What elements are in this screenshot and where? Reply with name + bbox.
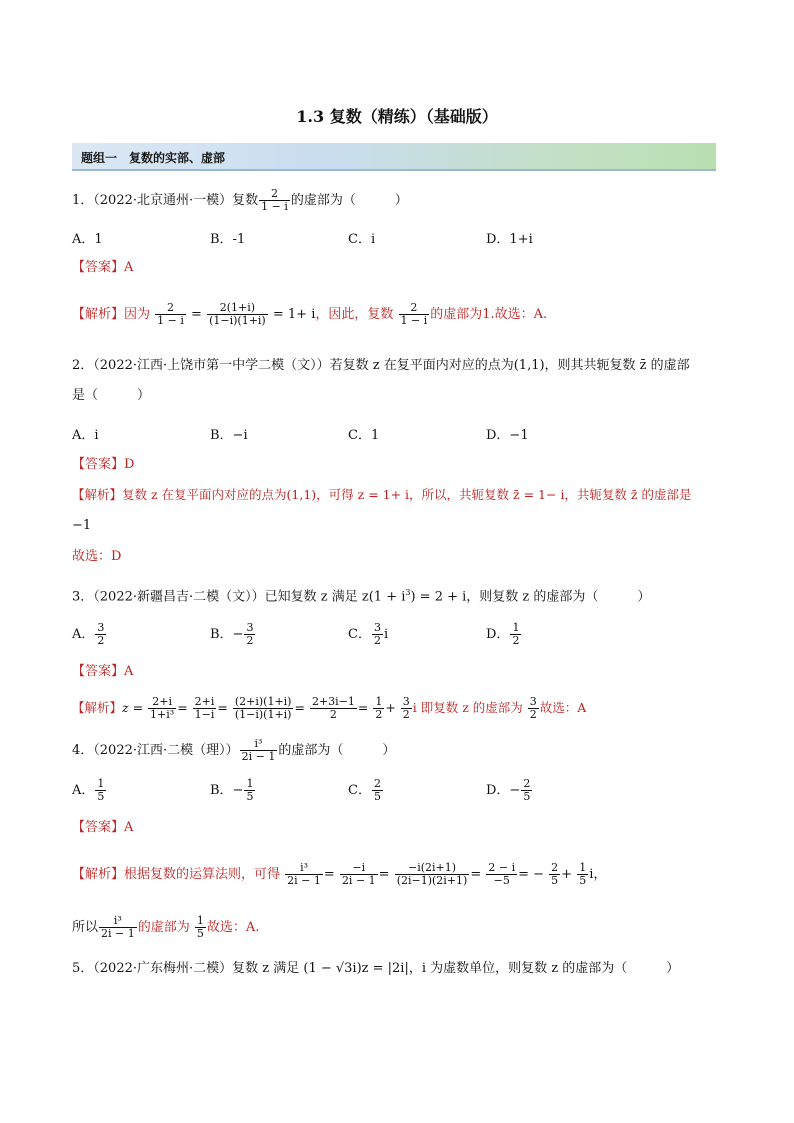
q2-option-b: B．−i xyxy=(210,428,248,443)
q1-analysis: 【解析】因为 $\frac{2}{1 - i}$ = $\frac{2(1+i)}{(1-i)(1+i)}$ = 1+ i，因此，复数 $\frac{2}{1 - i}$ 的虚部为1.故选：A. xyxy=(72,301,548,327)
q4-analysis: 【解析】根据复数的运算法则，可得 $\frac{\text{i³}}{2i - 1}$ = $\frac{-i}{2i - 1}$ = $\frac{-i(2i+1)}{(2i-1)(2i+1)}$ = $\frac{2 - i}{-5}$ = − $\frac{2}{5}$ + $\frac{1}{5}$ i， xyxy=(72,861,607,887)
q2-answer: 【答案】D xyxy=(72,457,135,472)
question-2-line-1: 2．（2022·江西·上饶市第一中学二模（文））若复数 z 在复平面内对应的点为(1,1)，则其共轭复数 z̄ 的虚部 xyxy=(72,358,690,373)
q2-option-d: D．−1 xyxy=(486,428,529,443)
q1-option-a: A．1 xyxy=(72,232,103,247)
section-title: 题组一 复数的实部、虚部 xyxy=(81,151,226,165)
question-3: 3．（2022·新疆昌吉·二模（文））已知复数 z 满足 $z(1 + i^3) = 2 + i$，则复数 z 的虚部为（ ） xyxy=(72,588,651,605)
fraction: $\frac{2}{1 - i}$ xyxy=(261,187,288,213)
q1-option-c: C．i xyxy=(348,232,376,247)
q2-analysis: 【解析】复数 z 在复平面内对应的点为(1,1)，可得 z = 1+ i，所以，共轭复数 z̄ = 1− i，共轭复数 z̄ 的虚部是 xyxy=(72,487,692,502)
q4-option-d: D．− $\frac{2}{5}$ xyxy=(486,777,531,803)
q4-option-b: B．− $\frac{1}{5}$ xyxy=(210,777,254,803)
q3-analysis: 【解析】z = $\frac{2+i}{\text{1+i³}}$ = $\frac{2+i}{1-i}$ = $\frac{(2+i)(1+i)}{(1-i)(1+i)}$ = $\frac{2+3i-1}{2}$ = $\frac{1}{2}$ + $\frac{3}{2}$ i 即复数 z 的虚部为 $\frac{3}{2}$ 故选：A xyxy=(72,695,587,721)
q4-option-a: A． $\frac{1}{5}$ xyxy=(72,777,105,803)
q4-answer: 【答案】A xyxy=(72,820,134,835)
question-5: 5．（2022·广东梅州·二模）复数 z 满足 (1 − √3i)z = |2i|，i 为虚数单位，则复数 z 的虚部为（ ） xyxy=(72,961,680,976)
question-2-line-2: 是（ ） xyxy=(72,388,151,403)
q4-analysis-line-2: 所以 $\frac{\text{i³}}{2i - 1}$ 的虚部为 $\frac{1}{5}$ 故选：A. xyxy=(72,914,260,940)
q3-option-c: C． $\frac{3}{2}$ i xyxy=(348,621,389,647)
q1-answer: 【答案】A xyxy=(72,260,134,275)
q2-option-a: A．i xyxy=(72,428,99,443)
question-1: 1．（2022·北京通州·一模）复数 $\frac{2}{1 - i}$ 的虚部为（ ） xyxy=(72,187,408,213)
q1-option-d: D．1+i xyxy=(486,232,533,247)
q2-analysis-line-3: 故选：D xyxy=(72,549,122,564)
q3-answer: 【答案】A xyxy=(72,664,134,679)
q2-option-c: C．1 xyxy=(348,428,380,443)
question-4: 4．（2022·江西·二模（理）） $\frac{\text{i³}}{2i - 1}$ 的虚部为（ ） xyxy=(72,737,396,763)
q3-option-a: A． $\frac{3}{2}$ xyxy=(72,621,105,647)
page-title: 1.3 复数（精练）（基础版） xyxy=(296,107,498,126)
q4-option-c: C． $\frac{2}{5}$ xyxy=(348,777,381,803)
q1-option-b: B．-1 xyxy=(210,232,246,247)
q3-option-b: B．− $\frac{3}{2}$ xyxy=(210,621,254,647)
q2-analysis-line-2: −1 xyxy=(72,518,92,533)
q3-option-d: D． $\frac{1}{2}$ xyxy=(486,621,520,647)
section-header xyxy=(72,143,716,171)
